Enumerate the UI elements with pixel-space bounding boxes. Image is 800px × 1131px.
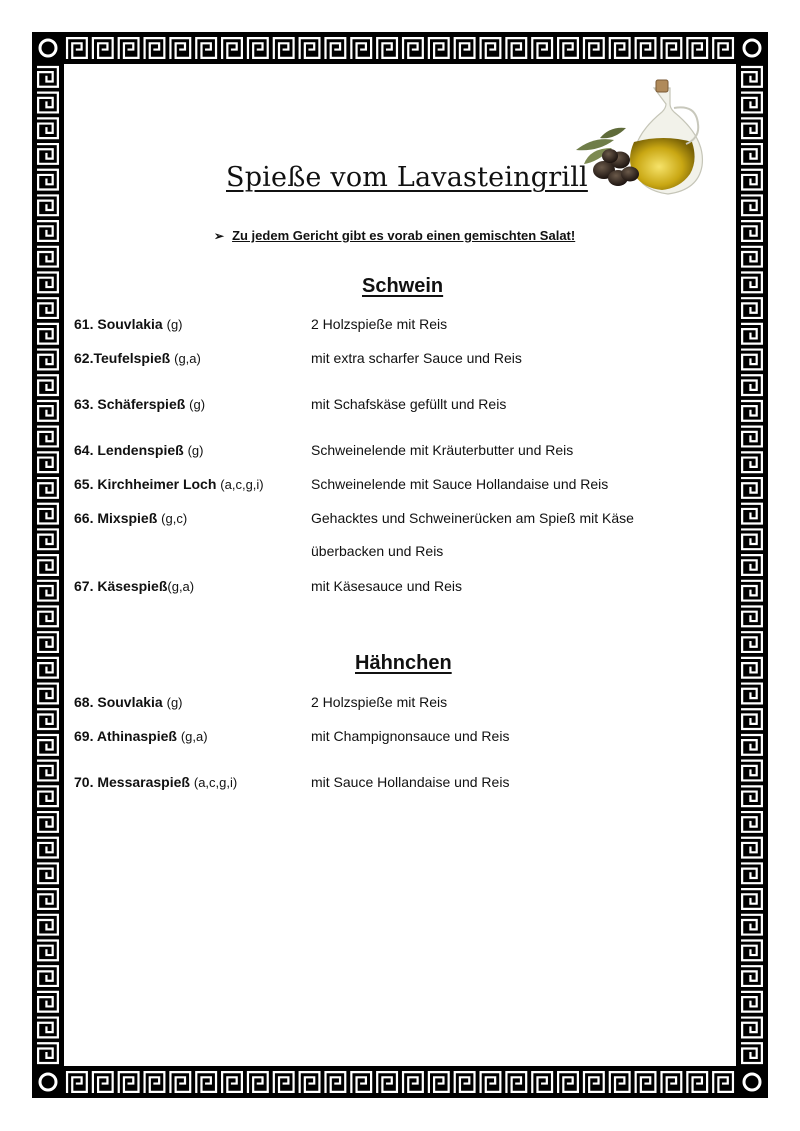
item-description: Gehacktes und Schweinerücken am Spieß mit Käse überbacken und Reis: [311, 510, 634, 559]
item-title: 63. Schäferspieß: [74, 396, 186, 412]
item-description: mit extra scharfer Sauce und Reis: [311, 350, 522, 366]
menu-item: [74, 396, 694, 420]
arrow-bullet-icon: ➢: [214, 229, 225, 243]
item-name: [74, 694, 183, 710]
item-name: [74, 442, 203, 458]
menu-item: [74, 694, 694, 718]
menu-item: [74, 316, 694, 340]
item-description: 2 Holzspieße mit Reis: [311, 694, 448, 710]
item-description: Schweinelende mit Sauce Hollandaise und Reis: [311, 476, 609, 492]
item-allergens: (g): [166, 317, 183, 332]
menu-item: [74, 774, 694, 798]
item-name: [74, 774, 237, 790]
item-description: mit Sauce Hollandaise und Reis: [311, 774, 510, 790]
item-description: mit Käsesauce und Reis: [311, 578, 462, 594]
item-description: 2 Holzspieße mit Reis: [311, 316, 448, 332]
item-title: 66. Mixspieß: [74, 510, 158, 526]
salad-note-text: Zu jedem Gericht gibt es vorab einen gemischten Salat!: [232, 228, 576, 243]
item-name: [74, 396, 205, 412]
item-allergens: (g): [187, 443, 204, 458]
item-name: [74, 476, 264, 492]
item-allergens: (a,c,g,i): [220, 477, 264, 492]
page-title: Spieße vom Lavasteingrill: [226, 162, 588, 193]
section-heading-schwein: Schwein: [362, 275, 444, 297]
item-title: 69. Athinaspieß: [74, 728, 177, 744]
menu-item: [74, 442, 694, 466]
item-name: [74, 728, 208, 744]
menu-item: [74, 350, 694, 374]
item-description: Schweinelende mit Kräuterbutter und Reis: [311, 442, 574, 458]
item-allergens: (g,a): [174, 351, 201, 366]
item-title: 62.Teufelspieß: [74, 350, 171, 366]
menu-item: [74, 728, 694, 752]
item-title: 65. Kirchheimer Loch: [74, 476, 217, 492]
item-title: 68. Souvlakia: [74, 694, 163, 710]
olive-oil-bottle-image: [570, 78, 720, 198]
item-allergens: (g,c): [161, 511, 188, 526]
item-name: [74, 350, 201, 366]
item-title: 64. Lendenspieß: [74, 442, 184, 458]
item-allergens: (g): [189, 397, 206, 412]
item-name: [74, 316, 183, 332]
item-name: [74, 578, 194, 594]
item-allergens: (g): [166, 695, 183, 710]
item-allergens: (a,c,g,i): [193, 775, 238, 790]
menu-item: [74, 510, 694, 570]
item-title: 70. Messaraspieß: [74, 774, 190, 790]
section-heading-haehnchen: Hähnchen: [355, 652, 452, 674]
item-allergens: (g,a): [167, 579, 195, 594]
item-title: 67. Käsespieß: [74, 578, 168, 594]
item-allergens: (g,a): [180, 729, 208, 744]
salad-note: [214, 228, 575, 243]
item-title: 61. Souvlakia: [74, 316, 163, 332]
item-description: mit Schafskäse gefüllt und Reis: [311, 396, 507, 412]
item-name: [74, 510, 187, 526]
item-description: mit Champignonsauce und Reis: [311, 728, 510, 744]
menu-item: [74, 578, 694, 602]
menu-item: [74, 476, 694, 500]
